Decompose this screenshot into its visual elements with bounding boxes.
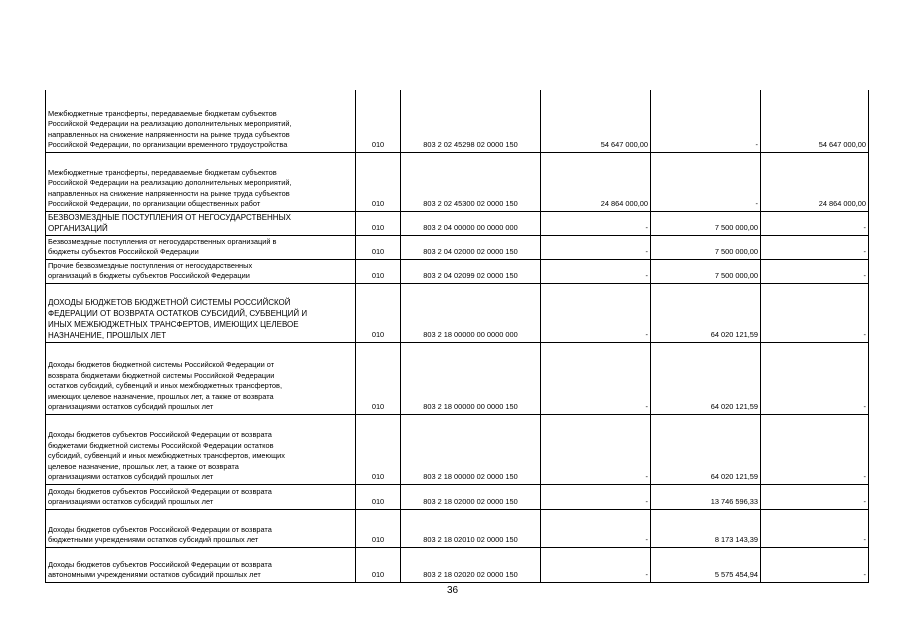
row-value-1: - bbox=[541, 414, 651, 484]
row-value-1: - bbox=[541, 235, 651, 259]
table-row bbox=[46, 342, 869, 414]
row-code: 010 bbox=[356, 484, 401, 509]
row-kbk: 803 2 18 00000 00 0000 150 bbox=[401, 342, 541, 414]
row-name: Доходы бюджетов бюджетной системы Российской Федерации от возврата бюджетами бюджетной системы Российской Федерации остатков субсидий, субвенций и иных межбюджетных трансфертов, имеющих целевое назначение, прошлых лет, а также от возврата организациями остатков субсидий прошлых лет bbox=[46, 342, 356, 414]
row-kbk: 803 2 18 02000 02 0000 150 bbox=[401, 484, 541, 509]
row-value-1: - bbox=[541, 547, 651, 582]
page-number: 36 bbox=[446, 585, 459, 596]
row-value-2: 8 173 143,39 bbox=[651, 509, 761, 547]
row-value-2: 13 746 596,33 bbox=[651, 484, 761, 509]
row-kbk: 803 2 18 02010 02 0000 150 bbox=[401, 509, 541, 547]
row-value-2: 64 020 121,59 bbox=[651, 342, 761, 414]
row-code: 010 bbox=[356, 235, 401, 259]
table-row bbox=[46, 547, 869, 582]
row-value-2: 64 020 121,59 bbox=[651, 283, 761, 342]
row-value-2: 7 500 000,00 bbox=[651, 259, 761, 283]
row-value-2: 7 500 000,00 bbox=[651, 211, 761, 235]
row-value-1: - bbox=[541, 484, 651, 509]
row-value-2: 5 575 454,94 bbox=[651, 547, 761, 582]
row-value-3: - bbox=[761, 414, 869, 484]
row-value-1: - bbox=[541, 211, 651, 235]
row-value-3: - bbox=[761, 342, 869, 414]
row-kbk: 803 2 04 02000 02 0000 150 bbox=[401, 235, 541, 259]
row-kbk: 803 2 18 02020 02 0000 150 bbox=[401, 547, 541, 582]
row-value-3: - bbox=[761, 259, 869, 283]
row-name: Доходы бюджетов субъектов Российской Федерации от возврата автономными учреждениями остатков субсидий прошлых лет bbox=[46, 547, 356, 582]
row-value-2: 7 500 000,00 bbox=[651, 235, 761, 259]
row-name: БЕЗВОЗМЕЗДНЫЕ ПОСТУПЛЕНИЯ ОТ НЕГОСУДАРСТВЕННЫХ ОРГАНИЗАЦИЙ bbox=[46, 211, 356, 235]
table-row bbox=[46, 152, 869, 211]
row-kbk: 803 2 18 00000 02 0000 150 bbox=[401, 414, 541, 484]
table-row bbox=[46, 509, 869, 547]
row-name: Доходы бюджетов субъектов Российской Федерации от возврата организациями остатков субсидий прошлых лет bbox=[46, 484, 356, 509]
table-row bbox=[46, 414, 869, 484]
row-code: 010 bbox=[356, 152, 401, 211]
table-row bbox=[46, 90, 869, 152]
row-name: Прочие безвозмездные поступления от негосударственных организаций в бюджеты субъектов Российской Федерации bbox=[46, 259, 356, 283]
row-name: ДОХОДЫ БЮДЖЕТОВ БЮДЖЕТНОЙ СИСТЕМЫ РОССИЙСКОЙ ФЕДЕРАЦИИ ОТ ВОЗВРАТА ОСТАТКОВ СУБСИДИЙ, СУБВЕНЦИЙ И ИНЫХ МЕЖБЮДЖЕТНЫХ ТРАНСФЕРТОВ, ИМЕЮЩИХ ЦЕЛЕВОЕ НАЗНАЧЕНИЕ, ПРОШЛЫХ ЛЕТ bbox=[46, 283, 356, 342]
row-kbk: 803 2 04 00000 00 0000 000 bbox=[401, 211, 541, 235]
row-value-3: 24 864 000,00 bbox=[761, 152, 869, 211]
row-code: 010 bbox=[356, 547, 401, 582]
row-value-2: - bbox=[651, 90, 761, 152]
row-kbk: 803 2 18 00000 00 0000 000 bbox=[401, 283, 541, 342]
row-value-2: - bbox=[651, 152, 761, 211]
row-value-3: - bbox=[761, 484, 869, 509]
revenue-table bbox=[45, 90, 869, 583]
table-row bbox=[46, 484, 869, 509]
row-value-3: - bbox=[761, 547, 869, 582]
row-value-1: - bbox=[541, 342, 651, 414]
row-kbk: 803 2 04 02099 02 0000 150 bbox=[401, 259, 541, 283]
row-code: 010 bbox=[356, 90, 401, 152]
row-code: 010 bbox=[356, 342, 401, 414]
row-value-1: 24 864 000,00 bbox=[541, 152, 651, 211]
row-value-3: - bbox=[761, 283, 869, 342]
row-value-1: - bbox=[541, 283, 651, 342]
row-name: Безвозмездные поступления от негосударственных организаций в бюджеты субъектов Российской Федерации bbox=[46, 235, 356, 259]
row-name: Межбюджетные трансферты, передаваемые бюджетам субъектов Российской Федерации на реализацию дополнительных мероприятий, направленных на снижение напряженности на рынке труда субъектов Российской Федерации, по организации временного трудоустройства bbox=[46, 90, 356, 152]
row-name: Межбюджетные трансферты, передаваемые бюджетам субъектов Российской Федерации на реализацию дополнительных мероприятий, направленных на снижение напряженности на рынке труда субъектов Российской Федерации, по организации общественных работ bbox=[46, 152, 356, 211]
table-row bbox=[46, 211, 869, 235]
row-name: Доходы бюджетов субъектов Российской Федерации от возврата бюджетными учреждениями остатков субсидий прошлых лет bbox=[46, 509, 356, 547]
row-code: 010 bbox=[356, 259, 401, 283]
table-row bbox=[46, 259, 869, 283]
row-name: Доходы бюджетов субъектов Российской Федерации от возврата бюджетами бюджетной системы Российской Федерации остатков субсидий, субвенций и иных межбюджетных трансфертов, имеющих целевое назначение, прошлых лет, а также от возврата организациями остатков субсидий прошлых лет bbox=[46, 414, 356, 484]
table-row bbox=[46, 283, 869, 342]
row-value-1: 54 647 000,00 bbox=[541, 90, 651, 152]
row-code: 010 bbox=[356, 414, 401, 484]
row-code: 010 bbox=[356, 509, 401, 547]
row-value-2: 64 020 121,59 bbox=[651, 414, 761, 484]
row-code: 010 bbox=[356, 211, 401, 235]
row-value-3: 54 647 000,00 bbox=[761, 90, 869, 152]
row-code: 010 bbox=[356, 283, 401, 342]
row-value-3: - bbox=[761, 509, 869, 547]
row-kbk: 803 2 02 45298 02 0000 150 bbox=[401, 90, 541, 152]
row-value-3: - bbox=[761, 235, 869, 259]
row-value-1: - bbox=[541, 509, 651, 547]
row-value-1: - bbox=[541, 259, 651, 283]
row-value-3: - bbox=[761, 211, 869, 235]
row-kbk: 803 2 02 45300 02 0000 150 bbox=[401, 152, 541, 211]
table-row bbox=[46, 235, 869, 259]
